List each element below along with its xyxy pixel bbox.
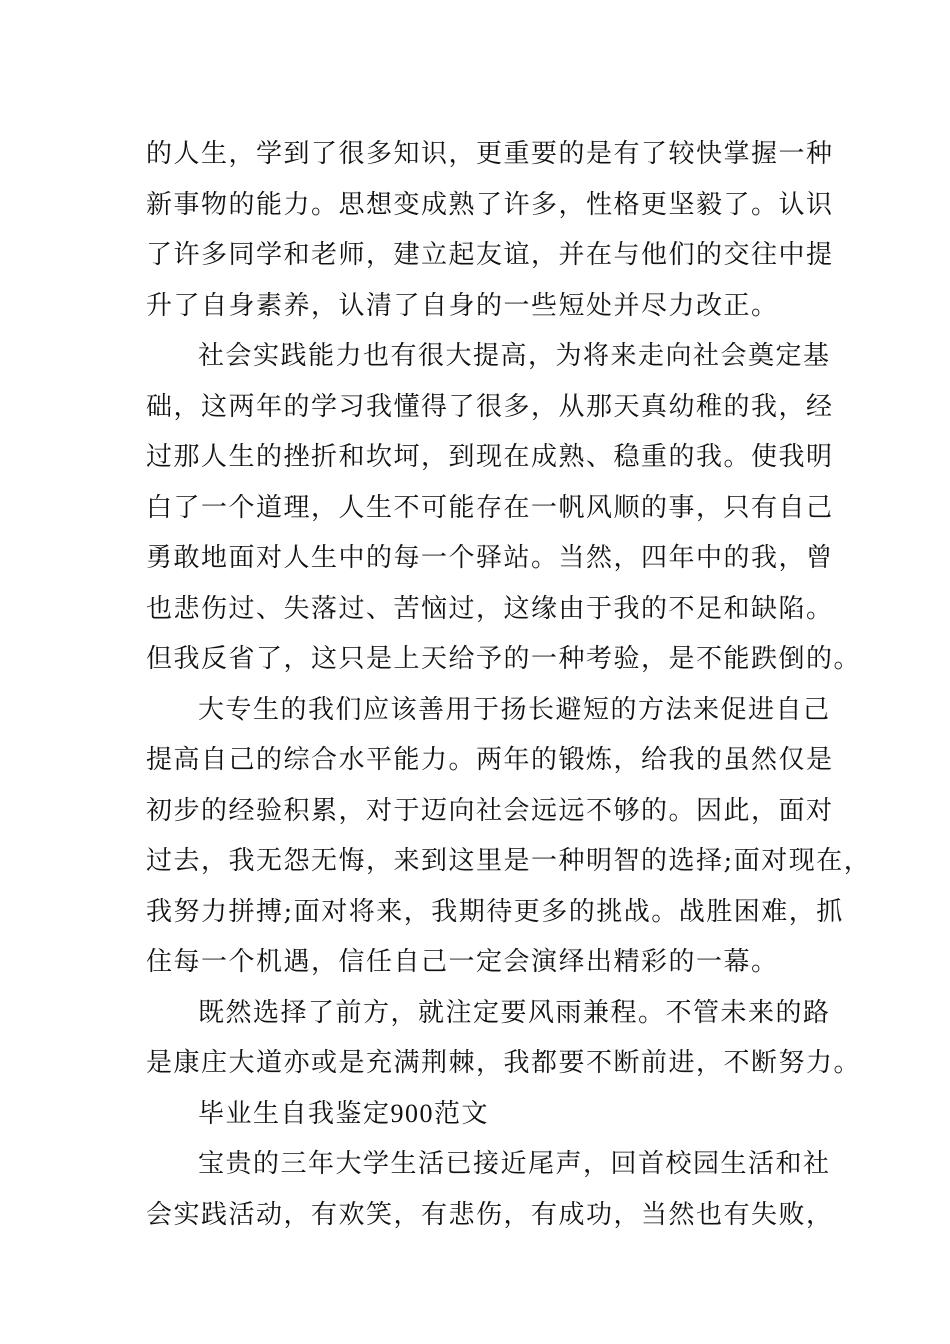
text-line: 初步的经验积累，对于迈向社会远远不够的。因此，面对 xyxy=(146,795,834,826)
paragraph-3 xyxy=(146,685,872,988)
text-line: 勇敢地面对人生中的每一个驿站。当然，四年中的我，曾 xyxy=(146,543,834,573)
document-body xyxy=(146,129,872,1240)
text-line: 宝贵的三年大学生活已接近尾声，回首校园生活和社 xyxy=(198,1149,831,1179)
paragraph-2 xyxy=(146,331,862,685)
paragraph-4 xyxy=(146,988,862,1089)
section-heading xyxy=(146,1089,808,1140)
text-line: 的人生，学到了很多知识，更重要的是有了较快掌握一种 xyxy=(146,139,834,169)
text-line: 过那人生的挫折和坎坷，到现在成熟、稳重的我。使我明 xyxy=(146,442,834,472)
text-line: 大专生的我们应该善用于扬长避短的方法来促进自己 xyxy=(198,694,831,725)
heading-line: 毕业生自我鉴定900范文 xyxy=(198,1098,490,1128)
text-line: 新事物的能力。思想变成熟了许多，性格更坚毅了。认识 xyxy=(146,189,834,220)
text-line: 过去，我无怨无悔，来到这里是一种明智的选择;面对现在， xyxy=(146,846,872,876)
text-line: 升了自身素养，认清了自身的一些短处并尽力改正。 xyxy=(146,290,779,321)
text-line: 既然选择了前方，就注定要风雨兼程。不管未来的路 xyxy=(198,997,831,1028)
paragraph-5 xyxy=(146,1139,834,1240)
text-line: 社会实践能力也有很大提高，为将来走向社会奠定基 xyxy=(198,341,831,371)
text-line: 我努力拼搏;面对将来，我期待更多的挑战。战胜困难，抓 xyxy=(146,896,844,927)
text-line: 是康庄大道亦或是充满荆棘，我都要不断前进，不断努力。 xyxy=(146,1048,862,1078)
text-line: 础，这两年的学习我懂得了很多，从那天真幼稚的我，经 xyxy=(146,391,834,422)
text-line: 了许多同学和老师，建立起友谊，并在与他们的交往中提 xyxy=(146,240,834,270)
text-line: 提高自己的综合水平能力。两年的锻炼，给我的虽然仅是 xyxy=(146,745,834,775)
paragraph-1 xyxy=(146,129,834,331)
text-line: 会实践活动，有欢笑，有悲伤，有成功，当然也有失败， xyxy=(146,1199,834,1230)
text-line: 但我反省了，这只是上天给予的一种考验，是不能跌倒的。 xyxy=(146,644,862,674)
text-line: 住每一个机遇，信任自己一定会演绎出精彩的一幕。 xyxy=(146,947,779,977)
text-line: 也悲伤过、失落过、苦恼过，这缘由于我的不足和缺陷。 xyxy=(146,593,834,624)
text-line: 白了一个道理，人生不可能存在一帆风顺的事，只有自己 xyxy=(146,492,834,523)
